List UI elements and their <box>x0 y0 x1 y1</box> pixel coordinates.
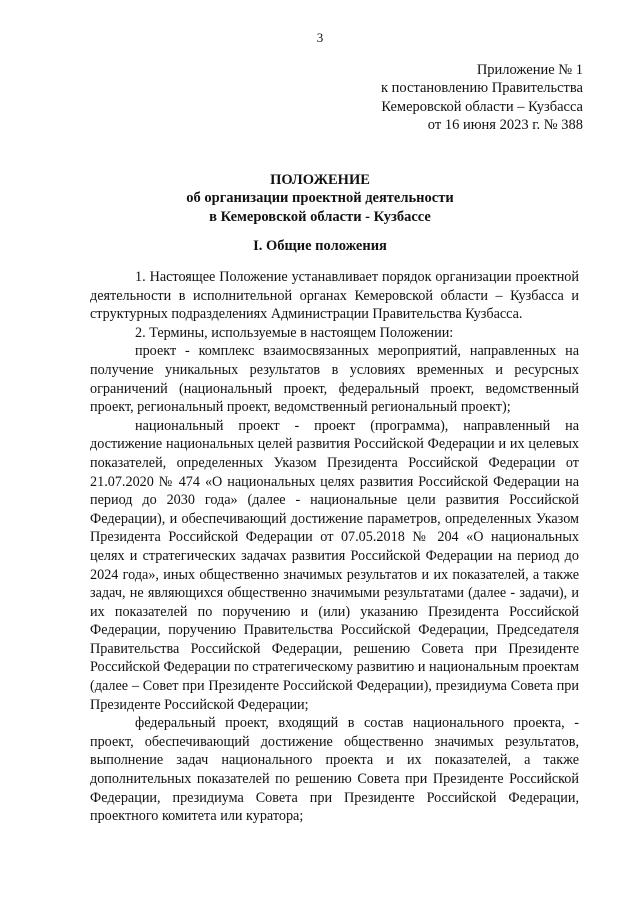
title-line: ПОЛОЖЕНИЕ <box>270 172 370 188</box>
appendix-block <box>323 61 583 134</box>
paragraph: 1. Настоящее Положение устанавливает порядок организации проектной деятельности в исполнительной органах Кемеровской области – Кузбасса и структурных подразделениях Администрации Правительства Кузбасса. <box>90 269 579 323</box>
paragraph: проект - комплекс взаимосвязанных мероприятий, направленных на получение уникальных результатов в условиях временных и ресурсных ограничений (национальный проект, федеральный проект, ведомственный проект, региональный проект, ведомственный региональный проект); <box>90 343 579 416</box>
appendix-line: от 16 июня 2023 г. № 388 <box>427 116 583 133</box>
appendix-line: Приложение № 1 <box>476 62 583 78</box>
page-number: 3 <box>316 30 324 45</box>
paragraph: национальный проект - проект (программа), направленный на достижение национальных целей развития Российской Федерации и их целевых показателей, определенных Указом Президента Российской Федерации от 21.07.2020 № 474 «О национальных целях развития Российской Федерации на период до 2030 года» (далее - национальные цели развития Российской Федерации), и обеспечивающий достижение параметров, определенных Указом Президента Российской Федерации от 07.05.2018 № 204 «О национальных целях и стратегических задачах развития Российской Федерации на период до 2024 года», иных общественно значимых результатов и их показателей, а также задач, не являющихся общественно значимыми результатами (далее - задачи), и их показателей по поручению и (или) указанию Президента Российской Федерации, поручению Правительства Российской Федерации, Председателя Правительства Российской Федерации, решению Совета при Президенте Российской Федерации по стратегическому развитию и национальным проектам (далее – Совет при Президенте Российской Федерации), президиума Совета при Президенте Российской Федерации; <box>90 417 579 713</box>
title-line: об организации проектной деятельности <box>186 190 454 207</box>
title-line: в Кемеровской области - Кузбассе <box>209 208 431 225</box>
document-title <box>0 171 640 226</box>
section-heading: I. Общие положения <box>253 238 387 254</box>
paragraph: федеральный проект, входящий в состав национального проекта, - проект, обеспечивающий достижение общественно значимых результатов, выполнение задач национального проекта и их показателей, а также дополнительных показателей по решению Совета при Президенте Российской Федерации, президиума Совета при Президенте Российской Федерации, проектного комитета или куратора; <box>90 715 579 825</box>
appendix-line: Кемеровской области – Кузбасса <box>381 98 583 115</box>
paragraph: 2. Термины, используемые в настоящем Положении: <box>135 324 454 341</box>
appendix-line: к постановлению Правительства <box>381 80 583 97</box>
body-text <box>90 268 579 826</box>
